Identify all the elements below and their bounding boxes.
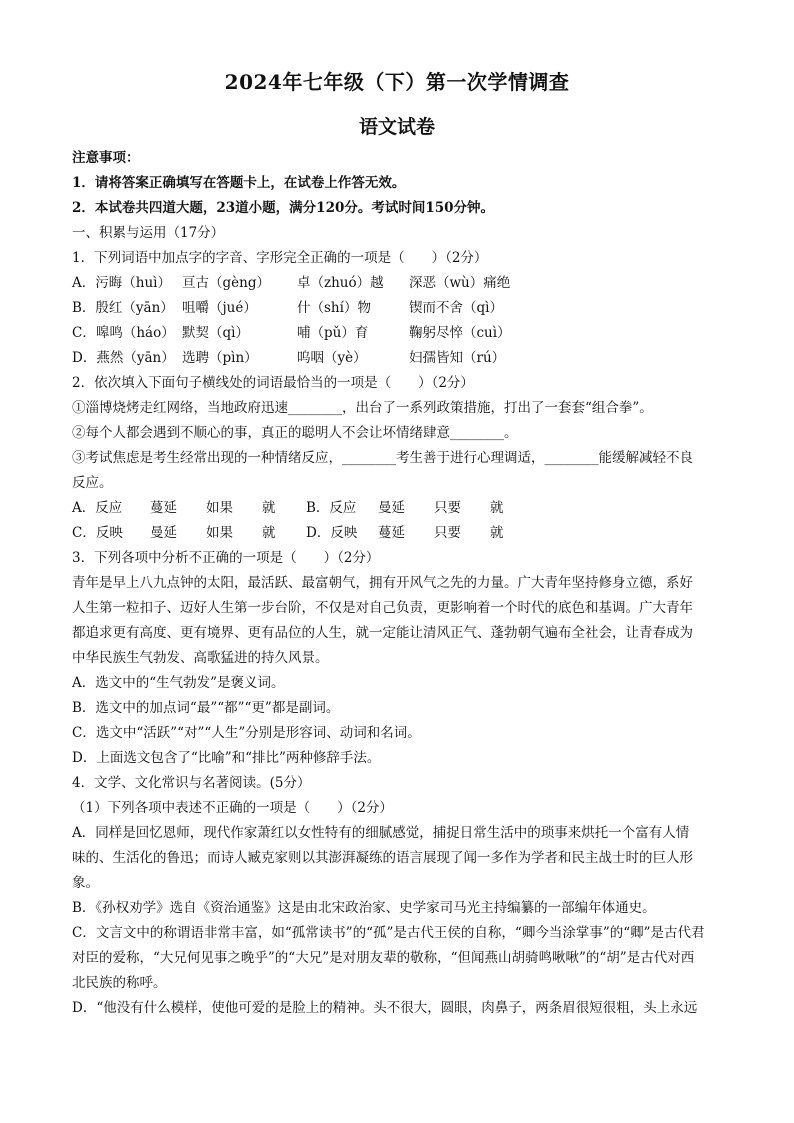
option-item: 蔓延: [378, 525, 405, 541]
option-item: D．反映: [306, 525, 358, 541]
option-item: B．选文中的加点词“最”“都”“更”都是副词。: [72, 700, 340, 716]
option-item: 选聘（pìn）: [182, 350, 258, 366]
option-row: [72, 521, 722, 546]
option-item: 只要: [434, 500, 461, 516]
exam-content: [72, 146, 722, 1021]
option-line: 对臣的爱称，“大兄何见事之晚乎”的“大兄”是对朋友辈的敬称，“但闻燕山胡骑鸣啾啾”的“胡”是古代对西: [72, 950, 695, 966]
option-line: A．同样是回忆恩师，现代作家萧红以女性特有的细腻感觉，捕捉日常生活中的琐事来烘托一个富有人情: [72, 825, 690, 841]
notice-item: 2．本试卷共四道大题，23道小题，满分120分。考试时间150分钟。: [72, 200, 495, 216]
option-row: [72, 321, 722, 346]
option-item: 如果: [206, 525, 233, 541]
option-item: 妇孺皆知（rú）: [409, 350, 506, 366]
option-item: 什（shí）物: [297, 300, 371, 316]
option-item: 默契（qì）: [182, 325, 249, 341]
page-subtitle: 语文试卷: [358, 116, 435, 138]
sentence: ②每个人都会遇到不顺心的事，真正的聪明人不会让坏情绪肆意________。: [72, 425, 518, 441]
option-item: 曼延: [378, 500, 405, 516]
option-item: 如果: [206, 500, 233, 516]
option-row: [72, 496, 722, 521]
option-line: 象。: [72, 875, 99, 891]
option-item: 哺（pǔ）育: [297, 325, 369, 341]
option-item: 就: [262, 500, 276, 516]
option-item: C．嗥鸣（háo）: [72, 325, 175, 341]
sentence: ③考试焦虑是考生经常出现的一种情绪反应，________考生善于进行心理调适，________能缓解减轻不良: [72, 450, 693, 466]
option-item: A．反应: [72, 500, 123, 516]
question-stem: 1．下列词语中加点字的字音、字形完全正确的一项是（ ）（2分）: [72, 250, 488, 266]
sub-question-stem: （1）下列各项中表述不正确的一项是（ ）（2分）: [72, 800, 393, 816]
option-item: 鞠躬尽悴（cuì）: [409, 325, 511, 341]
option-item: 呜咽（yè）: [297, 350, 367, 366]
option-line: C．文言文中的称谓语非常丰富，如“孤常读书”的“孤”是古代王侯的自称，“卿今当涂掌事”的“卿”是古代君: [72, 925, 705, 941]
sentence: 反应。: [72, 475, 113, 491]
option-item: D．上面选文包含了“比喻”和“排比”两种修辞手法。: [72, 750, 381, 766]
option-item: A．污晦（huì）: [72, 275, 171, 291]
option-line: 北民族的称呼。: [72, 975, 167, 991]
option-item: 就: [262, 525, 276, 541]
option-line: 味的、生活化的鲁迅；而诗人臧克家则以其澎湃凝练的语言展现了闻一多作为学者和民主战士时的巨人形: [72, 850, 693, 866]
question-stem: 3．下列各项中分析不正确的一项是（ ）（2分）: [72, 550, 380, 566]
option-item: A．选文中的“生气勃发”是褒义词。: [72, 675, 285, 691]
option-item: B．殷红（yān）: [72, 300, 174, 316]
page-title: 2024年七年级（下）第一次学情调查: [224, 70, 570, 94]
notice-item: 1．请将答案正确填写在答题卡上，在试卷上作答无效。: [72, 175, 406, 191]
option-row: [72, 271, 722, 296]
option-row: [72, 346, 722, 371]
option-item: C．选文中“活跃”“对”“人生”分别是形容词、动词和名词。: [72, 725, 421, 741]
option-item: 就: [490, 500, 504, 516]
section-heading: 一、积累与运用（17分）: [72, 225, 225, 241]
option-line: D．“他没有什么模样，使他可爱的是脸上的精神。头不很大，圆眼，肉鼻子，两条眉很短很粗，头上永远: [72, 1000, 698, 1016]
option-item: B．反应: [306, 500, 357, 516]
sentence: ①淄博烧烤走红网络，当地政府迅速________，出台了一系列政策措施，打出了一套套“组合拳”。: [72, 400, 653, 416]
option-item: 亘古（gèng）: [182, 275, 270, 291]
passage-line: 人生第一粒扣子、迈好人生第一步台阶，不仅是对自己负责，更影响着一个时代的底色和基调。广大青年: [72, 600, 693, 616]
option-item: 就: [490, 525, 504, 541]
question-stem: 4．文学、文化常识与名著阅读。(5分）: [72, 775, 311, 791]
passage-line: 中华民族生气勃发、高歌猛进的持久风景。: [72, 650, 329, 666]
passage-line: 都追求更有高度、更有境界、更有品位的人生，就一定能让清风正气、蓬勃朝气遍布全社会，让青春成为: [72, 625, 693, 641]
option-item: 卓（zhuó）越: [297, 275, 384, 291]
option-item: 锲而不舍（qì）: [409, 300, 503, 316]
option-row: [72, 296, 722, 321]
passage-line: 青年是早上八九点钟的太阳，最活跃、最富朝气，拥有开风气之先的力量。广大青年坚持修身立德，系好: [72, 575, 693, 591]
option-item: 只要: [434, 525, 461, 541]
option-item: 深恶（wù）痛绝: [409, 275, 511, 291]
option-line: B．《孙权劝学》选自《资治通鉴》这是由北宋政治家、史学家司马光主持编纂的一部编年体通史。: [72, 900, 656, 916]
option-item: 曼延: [150, 525, 177, 541]
option-item: 咀嚼（jué）: [182, 300, 257, 316]
option-item: C．反映: [72, 525, 123, 541]
question-stem: 2．依次填入下面句子横线处的词语最恰当的一项是（ ）（2分）: [72, 375, 474, 391]
option-item: 蔓延: [150, 500, 177, 516]
notice-heading: 注意事项：: [72, 150, 140, 166]
option-item: D．燕然（yān）: [72, 350, 175, 366]
